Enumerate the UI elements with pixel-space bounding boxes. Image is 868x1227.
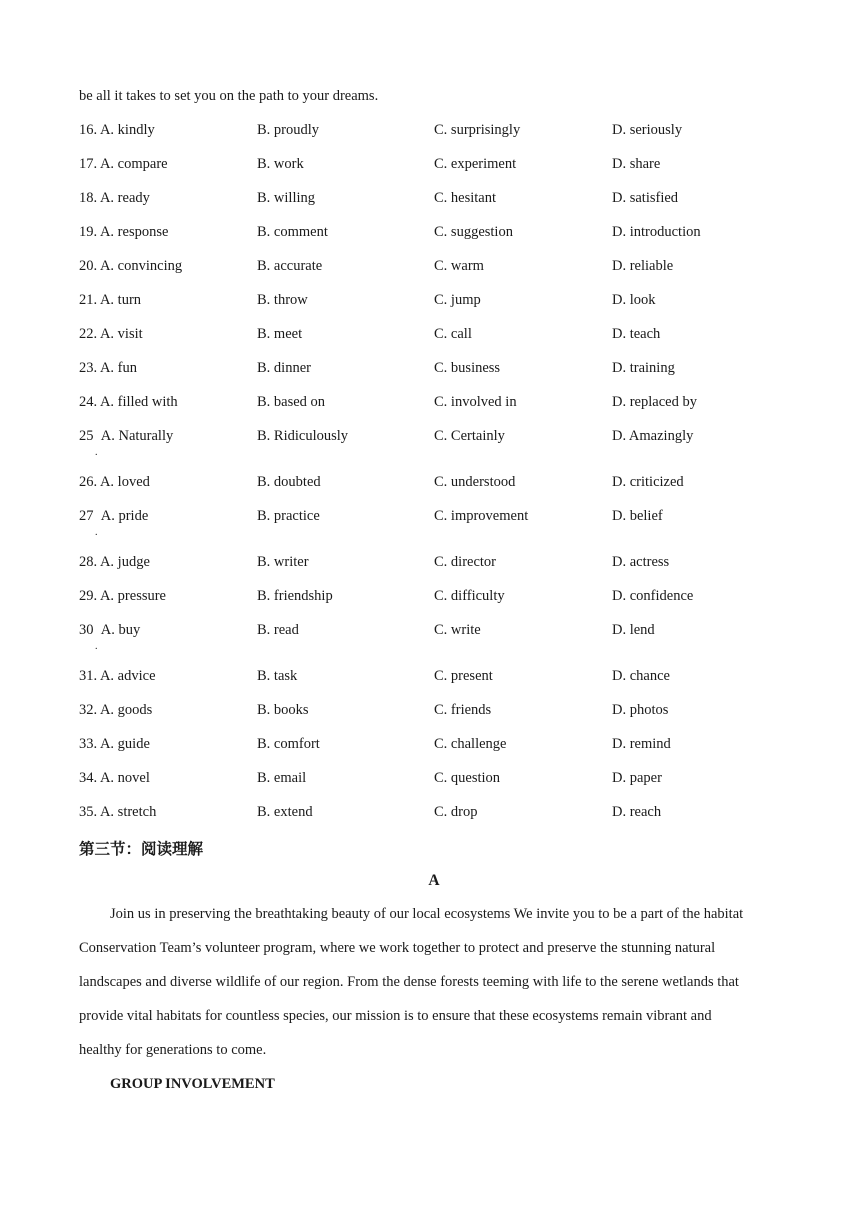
option-a	[79, 326, 143, 343]
question-row	[0, 292, 868, 316]
option-a-text: A. buy	[100, 622, 141, 638]
option-b: B. proudly	[257, 122, 320, 138]
option-c: C. challenge	[434, 736, 507, 752]
option-d: D. look	[612, 292, 656, 308]
option-a-text: A. convincing	[99, 258, 183, 274]
option-b: B. extend	[257, 804, 313, 820]
question-row	[0, 394, 868, 418]
option-b: B. friendship	[257, 588, 333, 604]
question-number: 32.	[79, 702, 98, 718]
option-d: D. introduction	[612, 224, 701, 240]
option-a-text: A. pressure	[99, 588, 166, 604]
option-d: D. belief	[612, 508, 663, 524]
option-a-text: A. compare	[99, 156, 168, 172]
question-number: 22.	[79, 326, 98, 342]
option-b: B. comfort	[257, 736, 320, 752]
option-a	[79, 588, 166, 605]
question-number: 35.	[79, 804, 98, 820]
question-row	[0, 156, 868, 180]
stray-dot-mark: .	[95, 641, 98, 652]
option-b: B. work	[257, 156, 304, 172]
option-a	[79, 190, 150, 207]
question-number: 19.	[79, 224, 98, 240]
option-d: D. teach	[612, 326, 661, 342]
option-a	[79, 736, 150, 753]
option-a-text: A. visit	[99, 326, 143, 342]
passage-line: provide vital habitats for countless species, our mission is to ensure that these ecosystems remain vibrant and	[79, 1008, 712, 1024]
question-row	[0, 224, 868, 248]
option-c: C. call	[434, 326, 472, 342]
question-number: 23.	[79, 360, 98, 376]
question-number: 33.	[79, 736, 98, 752]
option-b: B. meet	[257, 326, 303, 342]
option-a-text: A. turn	[99, 292, 142, 308]
question-row	[0, 474, 868, 498]
option-c: C. write	[434, 622, 481, 638]
option-d: D. confidence	[612, 588, 694, 604]
option-a	[79, 508, 148, 525]
option-a-text: A. novel	[99, 770, 150, 786]
option-a	[79, 258, 182, 275]
option-d: D. satisfied	[612, 190, 679, 206]
option-b: B. task	[257, 668, 298, 684]
option-a-text: A. fun	[99, 360, 138, 376]
question-number: 31.	[79, 668, 98, 684]
option-c: C. involved in	[434, 394, 517, 410]
option-b: B. read	[257, 622, 299, 638]
option-a	[79, 224, 168, 241]
question-row	[0, 770, 868, 794]
stray-dot-mark: .	[95, 527, 98, 538]
option-d: D. reach	[612, 804, 662, 820]
question-row	[0, 804, 868, 828]
option-a	[79, 554, 150, 571]
question-number: 17.	[79, 156, 98, 172]
option-b: B. throw	[257, 292, 308, 308]
passage-line: Conservation Team’s volunteer program, where we work together to protect and preserve the stunning natural	[79, 940, 716, 956]
option-c: C. present	[434, 668, 493, 684]
question-row	[0, 258, 868, 282]
option-c: C. friends	[434, 702, 492, 718]
option-a-text: A. ready	[99, 190, 150, 206]
option-d: D. lend	[612, 622, 655, 638]
option-d: D. chance	[612, 668, 670, 684]
option-b: B. dinner	[257, 360, 311, 376]
passage-title: A	[428, 872, 440, 889]
option-b: B. practice	[257, 508, 320, 524]
question-row	[0, 122, 868, 146]
option-a	[79, 394, 178, 411]
option-b: B. doubted	[257, 474, 321, 490]
passage-line: Join us in preserving the breathtaking beauty of our local ecosystems We invite you to be a part of the habitat	[110, 906, 744, 922]
option-a-text: A. kindly	[99, 122, 155, 138]
option-b: B. based on	[257, 394, 326, 410]
option-c: C. improvement	[434, 508, 529, 524]
option-d: D. seriously	[612, 122, 683, 138]
option-c: C. jump	[434, 292, 481, 308]
option-a	[79, 360, 137, 377]
question-number: 27	[79, 508, 94, 524]
question-row	[0, 190, 868, 214]
option-c: C. difficulty	[434, 588, 505, 604]
option-d: D. actress	[612, 554, 670, 570]
passage-line: healthy for generations to come.	[79, 1042, 267, 1058]
option-c: C. hesitant	[434, 190, 497, 206]
option-a	[79, 474, 150, 491]
option-a	[79, 622, 140, 639]
option-c: C. drop	[434, 804, 478, 820]
option-a	[79, 428, 173, 445]
option-d: D. paper	[612, 770, 662, 786]
option-a-text: A. Naturally	[100, 428, 174, 444]
option-a	[79, 770, 150, 787]
option-d: D. Amazingly	[612, 428, 694, 444]
question-row	[0, 588, 868, 612]
question-number: 26.	[79, 474, 98, 490]
option-a	[79, 702, 152, 719]
option-c: C. understood	[434, 474, 516, 490]
option-d: D. reliable	[612, 258, 674, 274]
option-b: B. accurate	[257, 258, 323, 274]
option-c: C. business	[434, 360, 501, 376]
option-a-text: A. stretch	[99, 804, 157, 820]
question-number: 18.	[79, 190, 98, 206]
option-a-text: A. guide	[99, 736, 150, 752]
question-number: 20.	[79, 258, 98, 274]
option-c: C. warm	[434, 258, 484, 274]
option-a	[79, 668, 156, 685]
question-number: 24.	[79, 394, 98, 410]
option-d: D. training	[612, 360, 675, 376]
option-d: D. remind	[612, 736, 671, 752]
option-a	[79, 122, 155, 139]
question-row	[0, 360, 868, 384]
question-number: 30	[79, 622, 94, 638]
question-number: 16.	[79, 122, 98, 138]
option-a-text: A. response	[99, 224, 169, 240]
option-b: B. email	[257, 770, 307, 786]
question-row	[0, 736, 868, 760]
option-b: B. comment	[257, 224, 328, 240]
option-a-text: A. loved	[99, 474, 150, 490]
option-a	[79, 804, 156, 821]
option-d: D. criticized	[612, 474, 684, 490]
option-b: B. willing	[257, 190, 316, 206]
option-c: C. director	[434, 554, 497, 570]
option-a-text: A. advice	[99, 668, 156, 684]
option-d: D. photos	[612, 702, 669, 718]
stray-dot-mark: .	[95, 447, 98, 458]
question-number: 28.	[79, 554, 98, 570]
option-b: B. Ridiculously	[257, 428, 349, 444]
question-row	[0, 428, 868, 458]
question-row	[0, 622, 868, 652]
question-row	[0, 508, 868, 538]
question-row	[0, 554, 868, 578]
question-row	[0, 668, 868, 692]
passage-line: landscapes and diverse wildlife of our region. From the dense forests teeming with life to the serene wetlands that	[79, 974, 739, 990]
option-a-text: A. goods	[99, 702, 153, 718]
question-row	[0, 702, 868, 726]
option-c: C. surprisingly	[434, 122, 521, 138]
option-c: C. suggestion	[434, 224, 513, 240]
intro-line: be all it takes to set you on the path to your dreams.	[79, 88, 379, 104]
option-a-text: A. judge	[99, 554, 150, 570]
option-a	[79, 156, 168, 173]
option-a-text: A. filled with	[99, 394, 178, 410]
option-a-text: A. pride	[100, 508, 149, 524]
question-number: 21.	[79, 292, 98, 308]
option-b: B. writer	[257, 554, 309, 570]
option-d: D. share	[612, 156, 661, 172]
question-number: 25	[79, 428, 94, 444]
option-c: C. experiment	[434, 156, 517, 172]
section-heading: 第三节：阅读理解	[79, 840, 204, 858]
option-c: C. question	[434, 770, 501, 786]
question-number: 29.	[79, 588, 98, 604]
option-d: D. replaced by	[612, 394, 697, 410]
group-involvement-heading: GROUP INVOLVEMENT	[110, 1076, 275, 1092]
option-b: B. books	[257, 702, 309, 718]
question-number: 34.	[79, 770, 98, 786]
question-row	[0, 326, 868, 350]
option-a	[79, 292, 141, 309]
option-c: C. Certainly	[434, 428, 505, 444]
